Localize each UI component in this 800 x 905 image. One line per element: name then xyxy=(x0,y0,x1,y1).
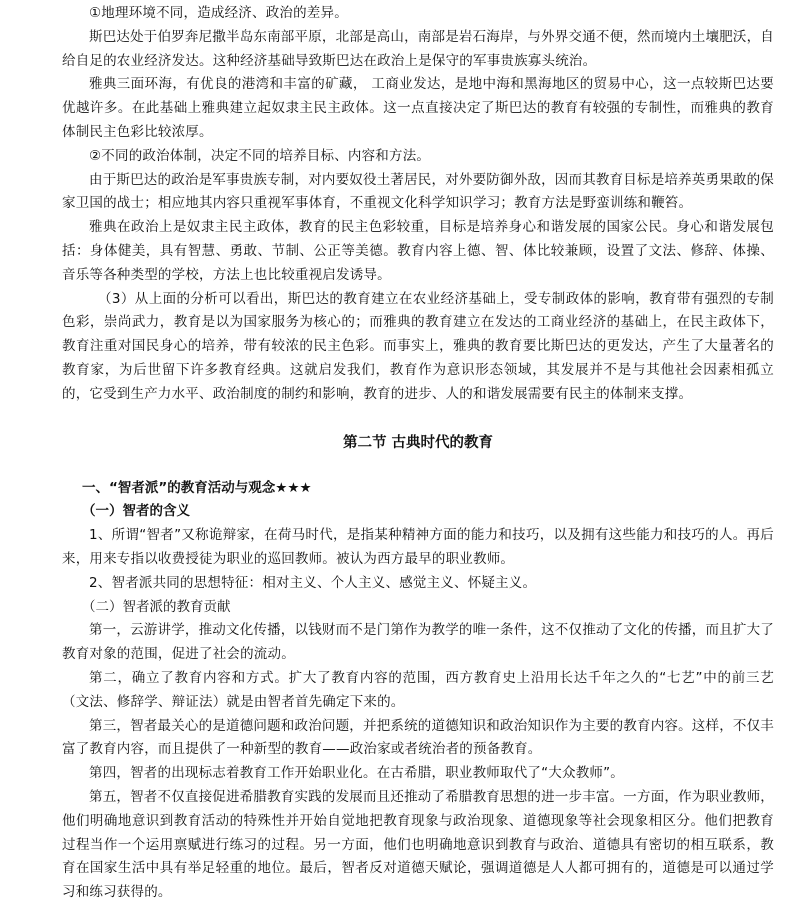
paragraph-sophist-definition: 1、所谓“智者”又称诡辩家，在荷马时代，是指某种精神方面的能力和技巧，以及拥有这些能力和技巧的人。再后来，用来专指以收费授徒为职业的巡回教师。被认为西方最早的职业教师。 xyxy=(62,527,774,567)
paragraph-conclusion: （3）从上面的分析可以看出，斯巴达的教育建立在农业经济基础上，受专制政体的影响，教育带有强烈的专制色彩，崇尚武力，教育是以为国家服务为核心的；而雅典的教育建立在发达的工商业经济的基础上，在民主政体下，教育注重对国民身心的培养，带有较浓的民主色彩。而事实上，雅典的教育要比斯巴达的更发达，产生了大量著名的教育家，为后世留下许多教育经典。这就启发我们，教育作为意识形态领域，其发展并不是与其他社会因素相孤立的，它受到生产力水平、政治制度的制约和影响，教育的进步、人的和谐发展需要有民主的体制来支撑。 xyxy=(62,290,774,402)
paragraph-contribution-5: 第五，智者不仅直接促进希腊教育实践的发展而且还推动了希腊教育思想的进一步丰富。一方面，作为职业教师，他们明确地意识到教育活动的特殊性并开始自觉地把教育现象与政治现象、道德现象等社会现象相区分。他们把教育过程当作一个运用禀赋进行练习的过程。另一方面，他们也明确地意识到教育与政治、道德具有密切的相互联系，教育在国家生活中具有举足轻重的地位。最后，智者反对道德天赋论，强调道德是人人都可拥有的，道德是可以通过学习和练习获得的。 xyxy=(62,788,774,901)
heading-sophist-meaning: （一）智者的含义 xyxy=(82,503,190,520)
paragraph-geography: ①地理环境不同，造成经济、政治的差异。 xyxy=(89,5,348,21)
section-title: 第二节 古典时代的教育 xyxy=(342,434,494,451)
paragraph-contribution-3: 第三，智者最关心的是道德问题和政治问题，并把系统的道德知识和政治知识作为主要的教育内容。这样，不仅丰富了教育内容，而且提供了一种新型的教育——政治家或者统治者的预备教育。 xyxy=(62,717,774,758)
paragraph-contribution-1: 第一，云游讲学，推动文化传播，以钱财而不是门第作为教学的唯一条件，这不仅推动了文化的传播，而且扩大了教育对象的范围，促进了社会的流动。 xyxy=(62,622,774,663)
paragraph-contribution-2: 第二，确立了教育内容和方式。扩大了教育内容的范围，西方教育史上沿用长达千年之久的“七艺”中的前三艺（文法、修辞学、辩证法）就是由智者首先确定下来的。 xyxy=(62,669,774,710)
paragraph-athens-economy: 雅典三面环海，有优良的港湾和丰富的矿藏， 工商业发达，是地中海和黑海地区的贸易中心，这一点较斯巴达要优越许多。在此基础上雅典建立起奴隶主民主政体。这一点直接决定了斯巴达的教育有较强的专制性，而雅典的教育体制民主色彩比较浓厚。 xyxy=(62,76,774,140)
paragraph-political-system: ②不同的政治体制，决定不同的培养目标、内容和方法。 xyxy=(89,147,431,164)
heading-sophists: 一、“智者派”的教育活动与观念★★★ xyxy=(82,479,312,496)
paragraph-athens-education: 雅典在政治上是奴隶主民主政体，教育的民主色彩较重，目标是培养身心和谐发展的国家公民。身心和谐发展包括：身体健美，具有智慧、勇敢、节制、公正等美德。教育内容上德、智、体比较兼顾，设置了文法、修辞、体操、音乐等各种类型的学校，方法上也比较重视启发诱导。 xyxy=(62,219,774,283)
paragraph-sparta-education: 由于斯巴达的政治是军事贵族专制，对内要奴役土著居民，对外要防御外敌，因而其教育目标是培养英勇果敢的保家卫国的战士；相应地其内容只重视军事体育，不重视文化科学知识学习；教育方法是野蛮训练和鞭笞。 xyxy=(62,171,774,212)
heading-sophist-contribution: （二）智者派的教育贡献 xyxy=(82,598,231,615)
paragraph-contribution-4: 第四，智者的出现标志着教育工作开始职业化。在古希腊，职业教师取代了“大众教师”。 xyxy=(89,765,624,782)
paragraph-sophist-features: 2、智者派共同的思想特征：相对主义、个人主义、感觉主义、怀疑主义。 xyxy=(89,574,537,591)
paragraph-sparta-economy: 斯巴达处于伯罗奔尼撒半岛东南部平原，北部是高山，南部是岩石海岸，与外界交通不便，然而境内土壤肥沃，自给自足的农业经济发达。这种经济基础导致斯巴达在政治上是保守的军事贵族寡头统治。 xyxy=(62,28,774,69)
